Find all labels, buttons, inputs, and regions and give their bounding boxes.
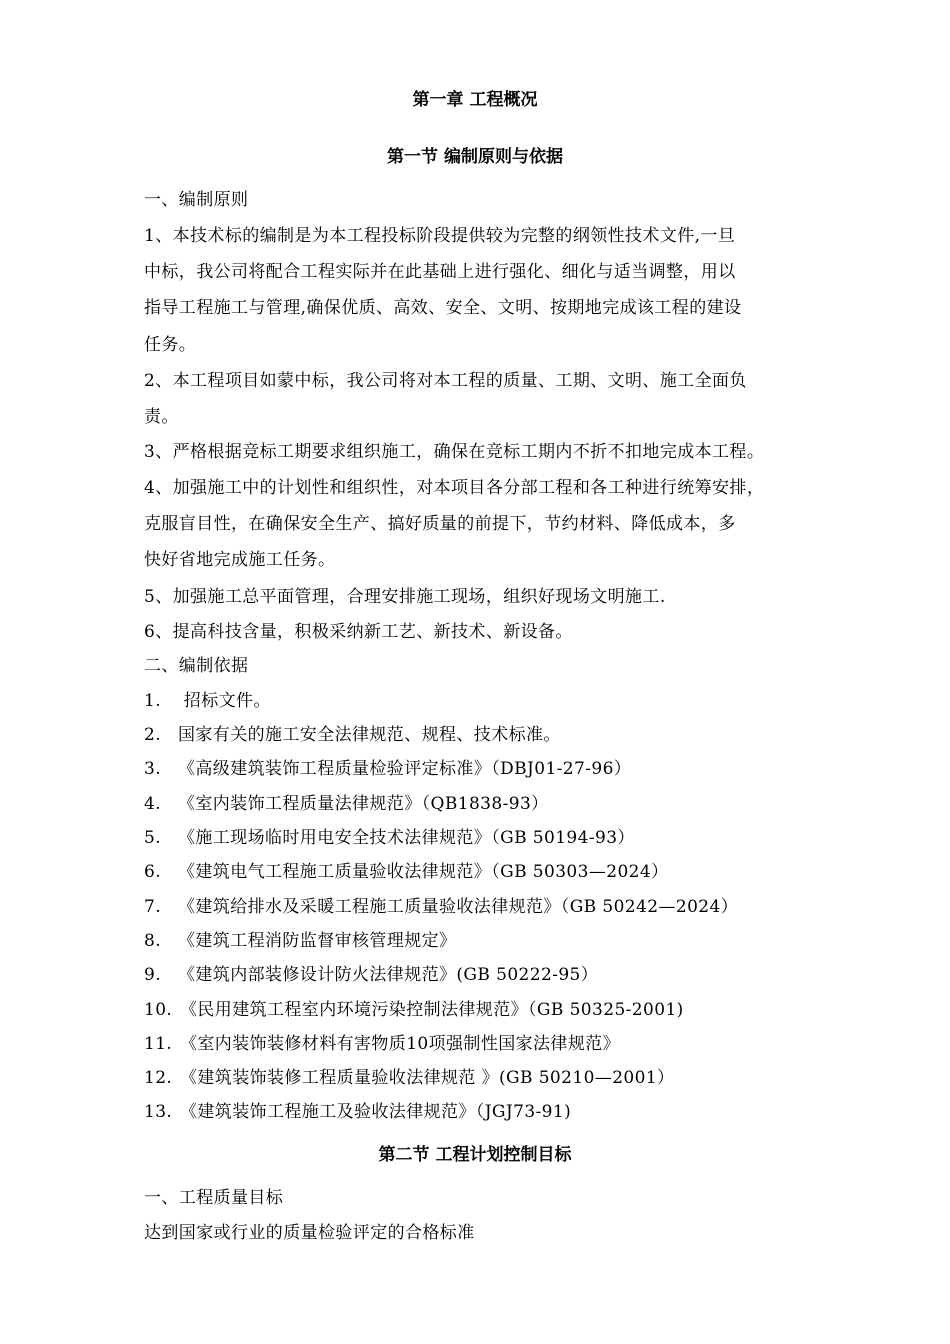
list-text: 《室内装饰工程质量法律规范》（QB1838-93） [178,794,549,814]
list-number: 4. [144,794,162,814]
list-text: 《建筑装饰装修工程质量验收法律规范 》(GB 50210—2001） [180,1068,675,1088]
list-number: 12. [144,1068,173,1088]
subheading: 一、工程质量目标 [144,1188,284,1208]
paragraph-line: 指导工程施工与管理,确保优质、高效、安全、文明、按期地完成该工程的建设 [144,298,742,318]
list-text: 《建筑装饰工程施工及验收法律规范》（JGJ73-91) [180,1102,572,1122]
list-item [144,896,824,918]
paragraph-line: 3、严格根据竞标工期要求组织施工，确保在竞标工期内不折不扣地完成本工程。 [144,442,765,462]
list-item [144,690,824,712]
paragraph-line: 1、本技术标的编制是为本工程投标阶段提供较为完整的纲领性技术文件,一旦 [144,226,736,246]
paragraph-line: 中标，我公司将配合工程实际并在此基础上进行强化、细化与适当调整，用以 [144,262,736,282]
list-item [144,930,824,952]
list-number: 9. [144,965,162,985]
list-item [144,827,824,849]
list-text: 《建筑电气工程施工质量验收法律规范》（GB 50303—2024） [178,862,669,882]
list-text: 国家有关的施工安全法律规范、规程、技术标准。 [178,725,561,745]
paragraph-line: 2、本工程项目如蒙中标，我公司将对本工程的质量、工期、文明、施工全面负 [144,371,747,391]
subheading: 一、编制原则 [144,190,249,210]
list-text: 《民用建筑工程室内环境污染控制法律规范》（GB 50325-2001) [180,1000,684,1020]
list-item [144,1101,824,1123]
paragraph-line: 任务。 [144,335,197,355]
list-item [144,861,824,883]
list-text: 《室内装饰装修材料有害物质10项强制性国家法律规范》 [180,1034,621,1054]
list-item [144,758,824,780]
chapter-title: 第一章 工程概况 [412,90,538,110]
list-number: 2. [144,725,162,745]
list-number: 8. [144,931,162,951]
list-number: 11. [144,1034,173,1054]
list-item [144,1067,824,1089]
list-number: 13. [144,1102,173,1122]
list-item [144,999,824,1021]
list-text: 《高级建筑装饰工程质量检验评定标准》（DBJ01-27-96） [178,759,632,779]
list-number: 3. [144,759,162,779]
list-number: 5. [144,828,162,848]
list-item [144,793,824,815]
list-text: 《建筑内部装修设计防火法律规范》(GB 50222-95） [178,965,599,985]
paragraph-line: 6、提高科技含量，积极采纳新工艺、新技术、新设备。 [144,622,573,642]
section-title: 第二节 工程计划控制目标 [378,1145,572,1165]
paragraph-line: 责。 [144,407,179,427]
paragraph-line: 4、加强施工中的计划性和组织性，对本项目各分部工程和各工种进行统筹安排， [144,478,765,498]
list-number: 6. [144,862,162,882]
list-number: 10. [144,1000,173,1020]
paragraph-line: 达到国家或行业的质量检验评定的合格标准 [144,1223,475,1243]
paragraph-line: 5、加强施工总平面管理，合理安排施工现场，组织好现场文明施工. [144,587,666,607]
list-text: 《建筑给排水及采暖工程施工质量验收法律规范》（GB 50242—2024） [178,897,739,917]
paragraph-line: 快好省地完成施工任务。 [144,550,336,570]
paragraph-line: 克服盲目性，在确保安全生产、搞好质量的前提下，节约材料、降低成本，多 [144,514,736,534]
list-number: 7. [144,897,162,917]
section-title: 第一节 编制原则与依据 [387,147,563,167]
list-text: 《建筑工程消防监督审核管理规定》 [178,931,457,951]
list-item [144,1033,824,1055]
subheading: 二、编制依据 [144,656,249,676]
list-item [144,724,824,746]
list-text: 招标文件。 [178,691,271,711]
list-number: 1. [144,691,162,711]
list-item [144,964,824,986]
list-text: 《施工现场临时用电安全技术法律规范》（GB 50194-93） [178,828,635,848]
